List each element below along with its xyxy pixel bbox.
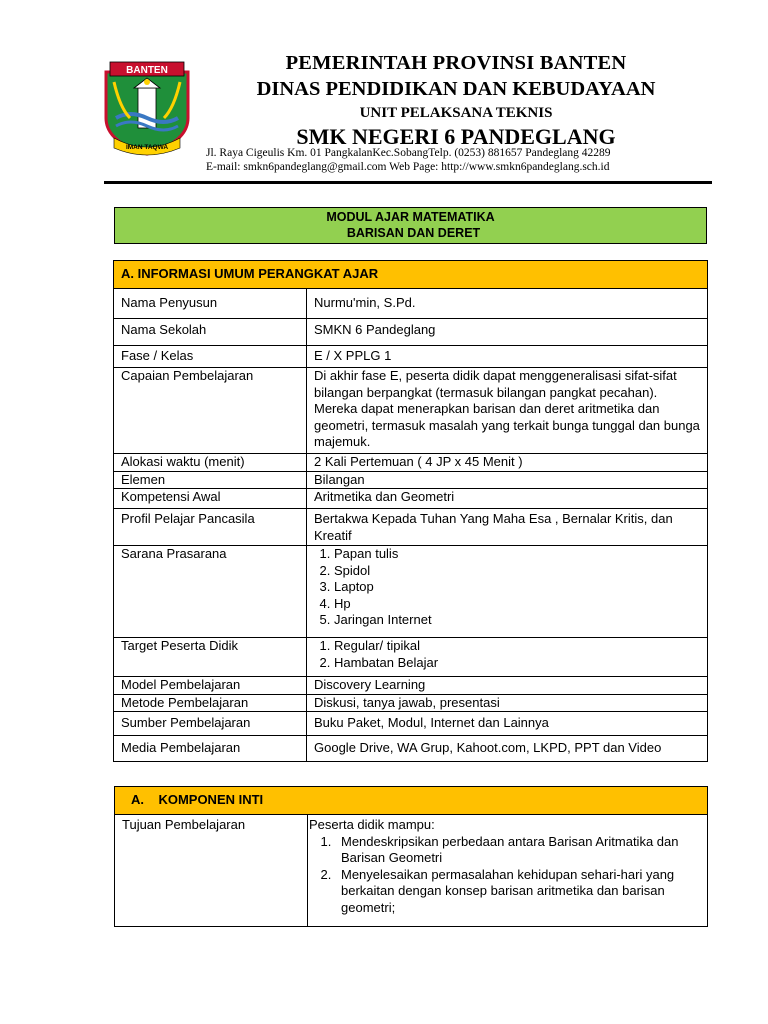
list-item: 5. Jaringan Internet [334,612,700,629]
list-item: 2. Spidol [334,563,700,580]
table-row [114,454,708,472]
table-row [115,815,708,927]
emblem-top-text: BANTEN [126,65,168,76]
section-heading: A. KOMPONEN INTI [115,787,708,815]
list-item: 2. Hambatan Belajar [334,655,700,672]
row-label: Elemen [114,471,307,489]
section-heading-row [115,787,708,815]
row-value [307,638,708,677]
module-title-box [114,207,707,244]
row-value: SMKN 6 Pandeglang [307,319,708,346]
letterhead-divider [104,181,712,184]
list-item: 4. Hp [334,596,700,613]
table-row [114,489,708,509]
list-item: 2. Menyelesaikan permasalahan kehidupan sehari-hari yang berkaitan dengan konsep barisan aritmetika dan barisan geometri; [335,867,700,917]
row-label: Capaian Pembelajaran [114,368,307,454]
row-value: Diskusi, tanya jawab, presentasi [307,694,708,712]
kop-government: PEMERINTAH PROVINSI BANTEN [285,52,627,74]
row-label: Metode Pembelajaran [114,694,307,712]
row-value: Bilangan [307,471,708,489]
table-row [114,289,708,319]
row-value: E / X PPLG 1 [307,346,708,368]
table-row [114,694,708,712]
row-value: Di akhir fase E, peserta didik dapat menggeneralisasi sifat-sifat bilangan berpangkat (termasuk bilangan pangkat pecahan). Mereka dapat menerapkan barisan dan deret aritmetika dan geometri, termasuk masalah yang terkait bunga tunggal dan bunga majemuk. [307,368,708,454]
kop-unit: UNIT PELAKSANA TEKNIS [359,105,553,121]
core-component-table [114,786,708,927]
row-label: Nama Penyusun [114,289,307,319]
banten-emblem-icon [100,58,194,158]
letterhead [100,50,710,186]
section-heading: A. INFORMASI UMUM PERANGKAT AJAR [114,261,708,289]
kop-contact: E-mail: smkn6pandeglang@gmail.com Web Page: http://www.smkn6pandeglang.sch.id [206,161,610,173]
list-item: 1. Papan tulis [334,546,700,563]
table-row [114,712,708,736]
row-label: Alokasi waktu (menit) [114,454,307,472]
target-list [314,638,700,671]
emblem-motto-text: IMAN TAQWA [125,144,169,151]
row-label: Fase / Kelas [114,346,307,368]
general-info-table [113,260,708,762]
module-subtitle: BARISAN DAN DERET [346,226,481,240]
row-value [307,546,708,638]
row-label: Tujuan Pembelajaran [115,815,308,927]
list-item: 1. Mendeskripsikan perbedaan antara Barisan Aritmatika dan Barisan Geometri [335,834,700,867]
table-row [114,471,708,489]
table-row [114,677,708,695]
tujuan-list [309,834,700,917]
row-value: Nurmu'min, S.Pd. [307,289,708,319]
table-row [114,736,708,762]
row-value: Buku Paket, Modul, Internet dan Lainnya [307,712,708,736]
row-value: 2 Kali Pertemuan ( 4 JP x 45 Menit ) [307,454,708,472]
module-title: MODUL AJAR MATEMATIKA [326,210,495,224]
table-row [114,638,708,677]
kop-address: Jl. Raya Cigeulis Km. 01 PangkalanKec.SobangTelp. (0253) 881657 Pandeglang 42289 [206,147,611,159]
table-row [114,319,708,346]
section-heading-row [114,261,708,289]
table-row [114,546,708,638]
table-row [114,346,708,368]
list-item: 3. Laptop [334,579,700,596]
kop-department: DINAS PENDIDIKAN DAN KEBUDAYAAN [256,78,656,100]
row-value: Google Drive, WA Grup, Kahoot.com, LKPD, PPT dan Video [307,736,708,762]
row-label: Model Pembelajaran [114,677,307,695]
row-label: Nama Sekolah [114,319,307,346]
kop-school-name: SMK NEGERI 6 PANDEGLANG [296,124,616,149]
row-label: Sumber Pembelajaran [114,712,307,736]
row-value [308,815,708,927]
sarana-list [314,546,700,629]
row-value: Aritmetika dan Geometri [307,489,708,509]
table-row [114,509,708,546]
row-value: Bertakwa Kepada Tuhan Yang Maha Esa , Bernalar Kritis, dan Kreatif [307,509,708,546]
row-label: Sarana Prasarana [114,546,307,638]
row-label: Target Peserta Didik [114,638,307,677]
table-row [114,368,708,454]
row-label: Kompetensi Awal [114,489,307,509]
tujuan-intro: Peserta didik mampu: [309,817,435,832]
row-label: Profil Pelajar Pancasila [114,509,307,546]
row-value: Discovery Learning [307,677,708,695]
list-item: 1. Regular/ tipikal [334,638,700,655]
row-label: Media Pembelajaran [114,736,307,762]
